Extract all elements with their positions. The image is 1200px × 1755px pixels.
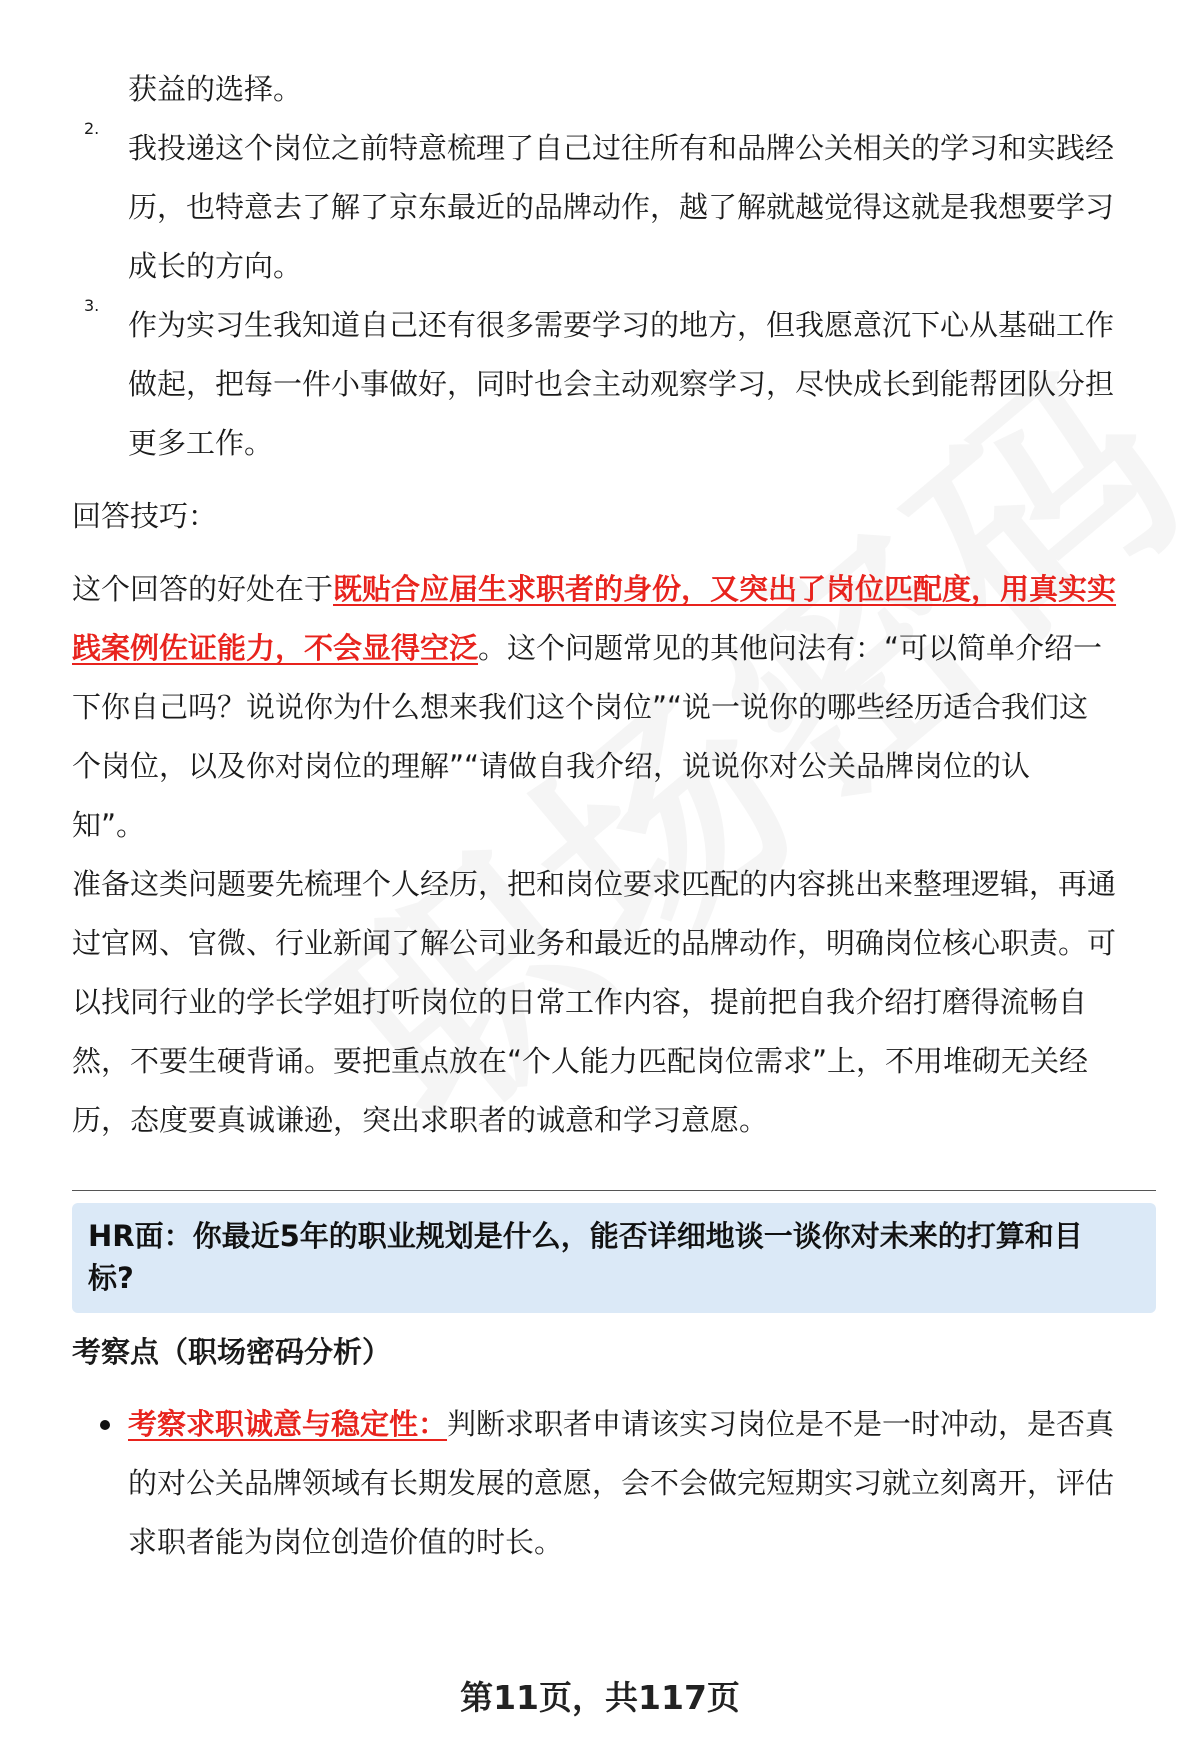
bullet-dot-icon (100, 1420, 110, 1430)
prep-line: 过官网、官微、行业新闻了解公司业务和最近的品牌动作，明确岗位核心职责。可 (72, 926, 1117, 960)
list-item (72, 296, 1156, 473)
prep-line: 准备这类问题要先梳理个人经历，把和岗位要求匹配的内容挑出来整理逻辑，再通 (72, 867, 1117, 901)
list-line: 历，也特意去了解了京东最近的品牌动作，越了解就越觉得这就是我想要学习 (128, 190, 1115, 224)
list-item (72, 119, 1156, 296)
tips-highlight: 既贴合应届生求职者的身份，又突出了岗位匹配度，用真实实 (333, 572, 1117, 606)
question-box (72, 1203, 1156, 1313)
bullet-label: 考察求职诚意与稳定性： (128, 1407, 448, 1441)
tips-text: 。这个问题常见的其他问法有：“可以简单介绍一 (478, 631, 1103, 665)
bullet-item (72, 1395, 1156, 1572)
list-line: 作为实习生我知道自己还有很多需要学习的地方，但我愿意沉下心从基础工作 (128, 308, 1115, 342)
bullet-line: 的对公关品牌领域有长期发展的意愿，会不会做完短期实习就立刻离开，评估 (128, 1466, 1115, 1500)
bullet-line: 求职者能为岗位创造价值的时长。 (128, 1525, 564, 1559)
bullet-line (128, 1395, 1156, 1454)
bullet-text: 判断求职者申请该实习岗位是不是一时冲动，是否真 (447, 1407, 1115, 1441)
prep-line: 然，不要生硬背诵。要把重点放在“个人能力匹配岗位需求”上，不用堆砌无关经 (72, 1044, 1089, 1078)
tips-paragraph (72, 560, 1156, 855)
prep-paragraph (72, 855, 1156, 1150)
list-line: 做起，把每一件小事做好，同时也会主动观察学习，尽快成长到能帮团队分担 (128, 367, 1115, 401)
page-footer: 第11页，共117页 (460, 1678, 740, 1717)
list-item-tail: 获益的选择。 (128, 72, 303, 106)
prep-line: 以找同行业的学长学姐打听岗位的日常工作内容，提前把自我介绍打磨得流畅自 (72, 985, 1088, 1019)
question-line: HR面：你最近5年的职业规划是什么，能否详细地谈一谈你对未来的打算和目 (88, 1219, 1083, 1253)
list-line: 更多工作。 (128, 426, 274, 460)
list-number: 3. (84, 296, 100, 315)
divider (72, 1190, 1156, 1191)
tips-line (72, 560, 1156, 619)
section-title: 考察点（职场密码分析） (72, 1335, 392, 1369)
list-line: 我投递这个岗位之前特意梳理了自己过往所有和品牌公关相关的学习和实践经 (128, 131, 1115, 165)
tips-prefix: 这个回答的好处在于 (72, 572, 334, 606)
tips-line (72, 619, 1156, 678)
tips-line: 个岗位，以及你对岗位的理解”“请做自我介绍，说说你对公关品牌岗位的认 (72, 749, 1031, 783)
tips-line: 下你自己吗？说说你为什么想来我们这个岗位”“说一说你的哪些经历适合我们这 (72, 690, 1089, 724)
document-page (72, 60, 1156, 1572)
tips-label: 回答技巧： (72, 499, 218, 533)
question-line: 标? (88, 1261, 134, 1295)
tips-line: 知”。 (72, 808, 146, 842)
prep-line: 历，态度要真诚谦逊，突出求职者的诚意和学习意愿。 (72, 1103, 769, 1137)
tips-highlight: 践案例佐证能力，不会显得空泛 (72, 631, 479, 665)
list-number: 2. (84, 119, 100, 138)
list-line: 成长的方向。 (128, 249, 303, 283)
